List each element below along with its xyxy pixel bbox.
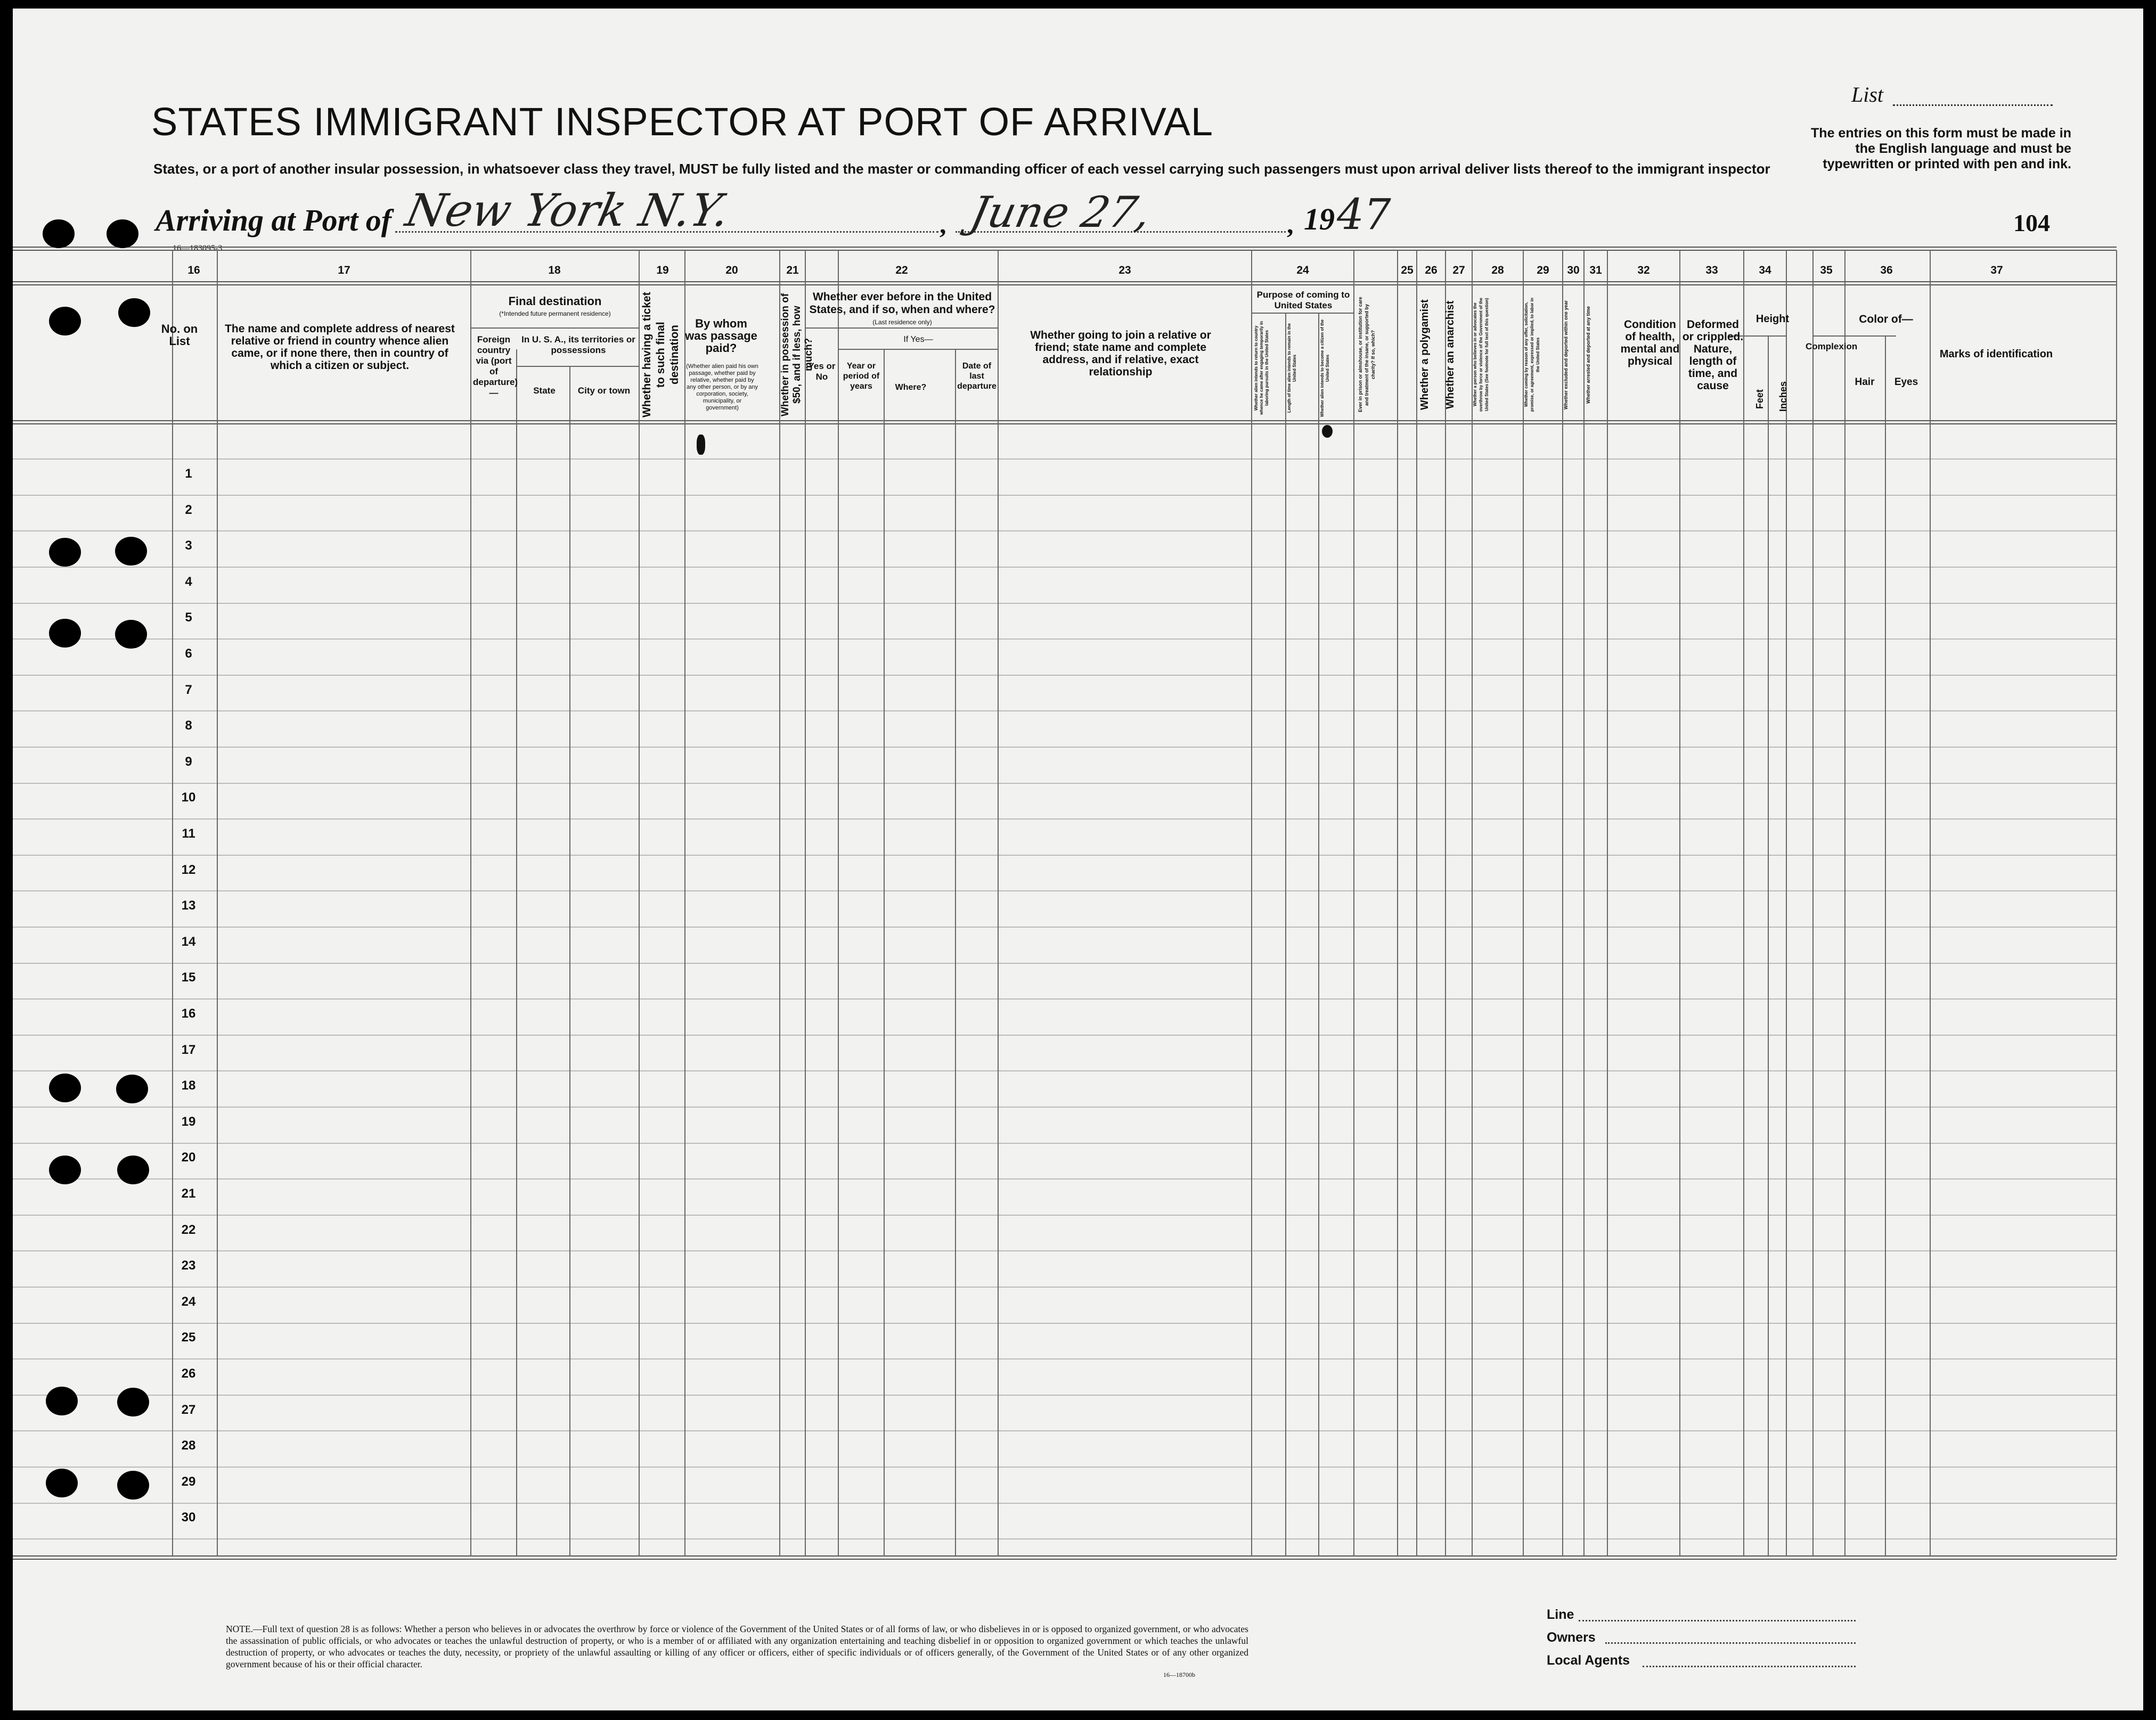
manifest-sheet — [13, 9, 2143, 1710]
row-number: 7 — [185, 683, 192, 697]
row-number: 23 — [181, 1258, 196, 1273]
col24-a: Whether alien intends to return to country whence he came after engaging temporarily in laboring pursuits in the United States — [1254, 321, 1269, 415]
column-number: 20 — [725, 264, 738, 276]
row-number: 30 — [181, 1510, 196, 1525]
row-number: 22 — [181, 1223, 196, 1237]
owners-field[interactable] — [1605, 1642, 1856, 1644]
punch-hole — [49, 307, 81, 335]
row-number: 20 — [181, 1150, 196, 1165]
column-number: 33 — [1705, 264, 1718, 276]
port-handwritten: New York N.Y. — [401, 184, 734, 236]
arriving-label: Arriving at Port of — [156, 203, 392, 237]
col36-title: Color of— — [1859, 313, 1913, 325]
col34-inches: Inches — [1778, 381, 1788, 412]
col32-header: Condition of health, mental and physical — [1620, 318, 1680, 367]
col30-header: Whether excluded and deported within one year — [1563, 300, 1569, 409]
owners-label: Owners — [1547, 1630, 1596, 1645]
col22-yesno: Yes or No — [808, 361, 836, 382]
col24-title: Purpose of coming to United States — [1256, 290, 1350, 310]
punch-hole — [46, 1387, 78, 1415]
comma-1: , — [940, 209, 946, 239]
col18-title: Final destination — [508, 294, 602, 308]
row-number: 5 — [185, 610, 192, 625]
col28-header: Whether a person who believes in or advocates the overthrow by force or violence of the Government of the United States (See footnote for full text of this question) — [1473, 298, 1489, 412]
col22-date: Date of last departure — [957, 362, 997, 391]
col20-title: By whom was passage paid? — [685, 317, 757, 355]
punch-hole — [49, 538, 81, 567]
column-number: 16 — [187, 264, 200, 276]
punch-hole — [118, 298, 150, 327]
punch-hole — [115, 537, 147, 566]
column-number: 27 — [1452, 264, 1465, 276]
punch-hole — [49, 619, 81, 648]
col34-title: Height — [1755, 313, 1790, 325]
col33-header: Deformed or crippled. Nature, length of time, and cause — [1682, 318, 1744, 392]
punch-hole — [107, 219, 138, 248]
col34-feet: Feet — [1754, 389, 1765, 409]
column-number: 37 — [1990, 264, 2003, 276]
col22-title: Whether ever before in the United States, and if so, when and where? — [809, 291, 995, 316]
column-number: 21 — [786, 264, 799, 276]
row-number: 12 — [181, 863, 196, 877]
punch-hole — [43, 219, 75, 248]
punch-hole — [49, 1074, 81, 1102]
row-number: 19 — [181, 1115, 196, 1129]
col18-foreign: Foreign country via (port of departure)— — [473, 334, 518, 398]
col24-c: Whether alien intends to become a citizen of the United States — [1320, 319, 1330, 417]
row-number: 9 — [185, 755, 192, 769]
col23-header: Whether going to join a relative or friend; state name and complete address, and if relative, exact relationship — [1030, 329, 1211, 378]
row-number: 16 — [181, 1006, 196, 1021]
row-number: 6 — [185, 646, 192, 661]
col26-header: Whether a polygamist — [1419, 299, 1431, 410]
column-number: 24 — [1296, 264, 1309, 276]
row-number: 29 — [181, 1475, 196, 1489]
col22-ifyes: If Yes— — [903, 335, 933, 344]
punch-hole — [46, 1469, 78, 1497]
col36-eyes: Eyes — [1894, 376, 1918, 388]
row-number: 28 — [181, 1438, 196, 1453]
year-handwritten: 47 — [1337, 190, 1391, 239]
date-handwritten: June 27, — [966, 187, 1156, 237]
column-number: 32 — [1637, 264, 1650, 276]
row-number: 24 — [181, 1295, 196, 1309]
col21-header: Whether in possession of $50, and if less, how much? — [780, 293, 814, 416]
comma-2: , — [1287, 209, 1294, 239]
column-number: 17 — [338, 264, 350, 276]
col37-header: Marks of identification — [1939, 348, 2053, 360]
row-number: 27 — [181, 1403, 196, 1417]
col16-header: No. on List — [161, 322, 198, 348]
row-number: 18 — [181, 1078, 196, 1093]
page-number: 104 — [2013, 209, 2050, 236]
col22-year: Year or period of years — [843, 362, 880, 391]
col25-header: Ever in prison or almshouse, or institution for care and treatment of the insane, or supported by charity? If so, which? — [1358, 297, 1376, 413]
column-number: 22 — [895, 264, 908, 276]
column-number: 28 — [1491, 264, 1504, 276]
col36-hair: Hair — [1855, 376, 1875, 388]
column-number: 19 — [656, 264, 669, 276]
column-number: 34 — [1759, 264, 1771, 276]
row-number: 8 — [185, 718, 192, 733]
col29-header: Whether coming by reason of any offer, solicitation, promise, or agreement, expressed or implied, to labor in the United States — [1524, 298, 1540, 412]
page-title: STATES IMMIGRANT INSPECTOR AT PORT OF ARRIVAL — [151, 100, 1214, 144]
ink-mark — [1322, 425, 1333, 438]
col20-sub: (Whether alien paid his own passage, whether paid by relative, whether paid by any other person, or by any corporation, society, municipality, or government) — [686, 363, 758, 411]
col18-city: City or town — [577, 386, 631, 396]
col22-where: Where? — [895, 383, 927, 392]
page-subtitle: States, or a port of another insular possession, in whatsoever class they travel, MUST be fully listed and the master or commanding officer of each vessel carrying such passengers must upon arrival deliver lists thereof to the immigrant inspector — [153, 161, 1770, 177]
column-number: 25 — [1401, 264, 1414, 276]
row-number: 17 — [181, 1043, 196, 1057]
column-number: 31 — [1589, 264, 1602, 276]
col18-usa: In U. S. A., its territories or possessions — [521, 334, 635, 355]
year-prefix: 19 — [1304, 202, 1335, 236]
col31-header: Whether arrested and deported at any time — [1586, 306, 1591, 404]
row-number: 13 — [181, 898, 196, 913]
col19-header: Whether having a ticket to such final destination — [641, 292, 681, 417]
punch-hole — [117, 1388, 149, 1416]
column-number: 36 — [1880, 264, 1893, 276]
line-label: Line — [1547, 1607, 1574, 1622]
col18-state: State — [533, 386, 556, 396]
col24-b: Length of time alien intends to remain in the United States — [1287, 323, 1297, 413]
col17-header: The name and complete address of nearest relative or friend in country whence alien came, or if none there, then in country of which a citizen or subject. — [225, 323, 455, 372]
row-number: 14 — [181, 935, 196, 949]
list-label: List — [1851, 83, 1884, 107]
footnote: NOTE.—Full text of question 28 is as follows: Whether a person who believes in or advocates the overthrow by force or violence of the Government of the United States or of all forms of law, or who disbelieves in or is opposed to organized government, or who advocates the assassination of public officials, or who advocates or teaches the unlawful destruction of property, or who is a member of or affiliated with any organization entertaining and teaching disbelief in or opposition to organized government or which teaches the unlawful destruction of property, or who advocates or teaches the duty, necessity, or propriety of the unlawful assaulting or killing of any officer or officers, either of specific individuals or of officers generally, of the Government of the United States or of any other organized government because of his or their official character. — [226, 1624, 1248, 1669]
punch-hole — [117, 1471, 149, 1500]
col18-sub: (*Intended future permanent residence) — [499, 310, 611, 317]
row-number: 26 — [181, 1366, 196, 1381]
column-number: 35 — [1820, 264, 1833, 276]
footer-form-code: 16—18700b — [1163, 1671, 1195, 1678]
local-agents-label: Local Agents — [1547, 1653, 1630, 1668]
line-field[interactable] — [1579, 1620, 1856, 1621]
column-number: 26 — [1425, 264, 1438, 276]
row-number: 1 — [185, 466, 192, 481]
row-number: 10 — [181, 790, 196, 805]
col27-header: Whether an anarchist — [1444, 300, 1456, 409]
row-number: 4 — [185, 575, 192, 589]
column-number: 29 — [1537, 264, 1549, 276]
col35-header: Complexion — [1806, 341, 1858, 351]
local-agents-field[interactable] — [1643, 1666, 1856, 1667]
row-number: 2 — [185, 503, 192, 517]
column-number: 18 — [548, 264, 561, 276]
row-number: 21 — [181, 1186, 196, 1201]
form-code: 16—183095-3 — [173, 244, 223, 253]
instruction-note: The entries on this form must be made in the English language and must be typewritten or printed with pen and ink. — [1811, 126, 2071, 171]
ink-mark — [697, 435, 705, 455]
punch-hole — [49, 1156, 81, 1184]
row-number: 15 — [181, 970, 196, 985]
col22-sub: (Last residence only) — [872, 318, 932, 326]
row-number: 11 — [182, 826, 195, 841]
punch-hole — [117, 1156, 149, 1184]
row-number: 3 — [185, 538, 192, 553]
column-number: 23 — [1118, 264, 1131, 276]
punch-hole — [115, 620, 147, 649]
row-number: 25 — [181, 1330, 196, 1345]
column-number: 30 — [1567, 264, 1580, 276]
punch-hole — [116, 1075, 148, 1103]
